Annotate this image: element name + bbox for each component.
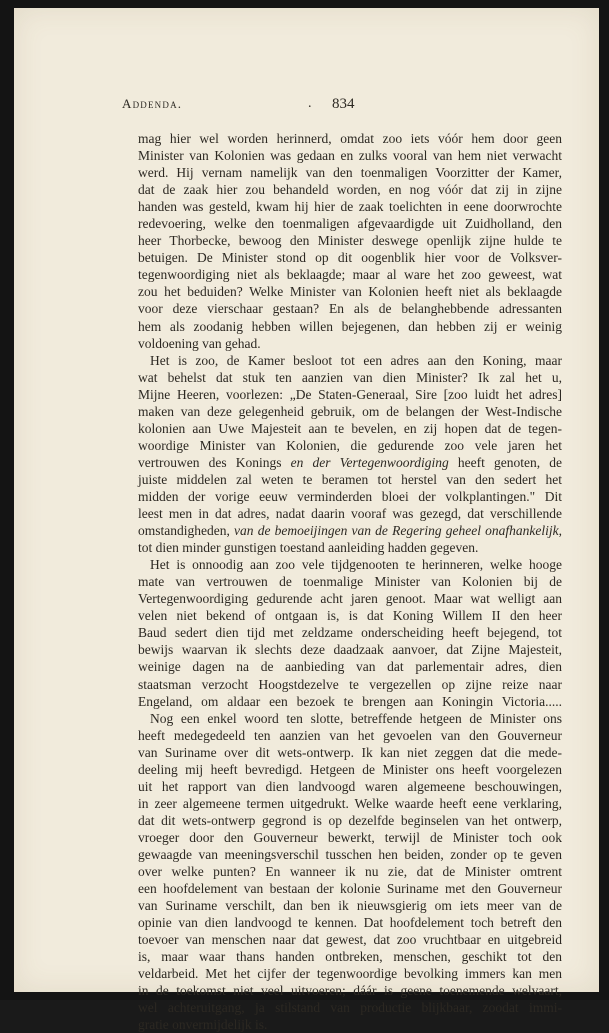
text-line: juiste middelen zal weten te beramen tot herstel van den sedert het — [138, 471, 562, 487]
text-line: Het is zoo, de Kamer besloot tot een adres aan den Koning, maar — [150, 352, 562, 368]
text-line: leest men in dat adres, nadat daarin vooraf was gezegd, dat verschillende — [138, 506, 562, 522]
header-separator: . — [308, 96, 312, 111]
page-header — [122, 96, 562, 114]
text-line: een hoofdelement van bestaan der kolonie Suriname met den Gouverneur — [138, 881, 562, 897]
text-line: Vertegenwoordiging gedurende acht jaren genoot. Maar wat welligt aan — [138, 591, 562, 607]
text-line: deeling mij heeft bevredigd. Hetgeen de Minister ons heeft voorgelezen — [138, 761, 562, 777]
text-line: Engeland, om aldaar een bezoek te brengen aan Koningin Victoria..... — [138, 693, 562, 709]
text-fragment: omstandigheden, — [138, 523, 235, 539]
text-line: dat dit wets-ontwerp gegrond is op dezelfde beginselen van het ontwerp, — [138, 812, 562, 828]
text-line: woordige Minister van Kolonien, die gedurende zoo vele jaren het — [138, 437, 562, 453]
text-line: Nog een enkel woord ten slotte, betreffende hetgeen de Minister ons — [150, 710, 562, 726]
text-fragment: , — [558, 523, 562, 539]
text-line: gratie onvermijdelijk is. — [138, 1017, 268, 1033]
text-line: bewijs waarvan ik slechts deze daadzaak aanvoer, dat Zijne Majesteit, — [138, 642, 562, 658]
text-line: in de toekomst niet veel uitvoeren; dáár is geene toenemende welvaart, — [138, 983, 562, 999]
text-line: kolonien aan Uwe Majesteit aan te bevelen, en zij hopen dat de tegen- — [138, 420, 562, 436]
text-line: Mijne Heeren, voorlezen: „De Staten-Generaal, Sire [zoo luidt het adres] — [138, 386, 562, 402]
text-line: vroeger door den Gouverneur bewerkt, terwijl de Minister toch ook — [138, 829, 562, 845]
text-line: zou het beduiden? Welke Minister van Kolonien heeft niet als beklaagde — [138, 284, 562, 300]
text-line: is, maar waar thans handen ontbreken, menschen, geschikt tot den — [138, 949, 562, 965]
text-line: voldoening van gehad. — [138, 335, 261, 351]
text-line: over welke punten? En wanneer ik nu zie, dat de Minister omtrent — [138, 864, 562, 880]
text-line: handen was gesteld, kwam hij hier de zaak toelichten in eene doorwrochte — [138, 199, 562, 215]
italic-fragment: van de bemoeijingen van de Regering geheel onafhankelijk — [234, 523, 559, 539]
text-line: hem als zoodanig hebben willen bejegenen, dan hebben zij er weinig — [138, 318, 562, 334]
text-line: mate van vertrouwen de toenmalige Minister van Kolonien bij de — [138, 574, 562, 590]
text-line: toevoer van menschen naar dat gewest, dat zoo vruchtbaar en uitgebreid — [138, 932, 562, 948]
text-line: gewaagde van meeningsverschil tusschen hen beiden, zonder op te geven — [138, 846, 562, 862]
italic-fragment: en der Vertegenwoordiging — [290, 454, 449, 470]
text-line: dat de zaak hier zou behandeld worden, en nog vóór dat zij in zijne — [138, 182, 562, 198]
running-head: Addenda. — [122, 96, 183, 111]
text-line: midden der vorige eeuw verminderden bloei der volkplantingen." Dit — [138, 488, 562, 504]
text-line-italic-mixed — [138, 454, 562, 471]
text-line: mag hier wel worden herinnerd, omdat zoo iets vóór hem door geen — [138, 131, 562, 146]
text-line: tot dien minder gunstigen toestand aanleiding hadden gegeven. — [138, 540, 479, 556]
text-line: staatsman verzocht Hoogstdezelve te vergezellen op zijne reize naar — [138, 676, 562, 692]
text-line: weinige dagen na de aanbieding van dat parlementair adres, dien — [138, 659, 562, 675]
text-line: betuigen. De Minister stond op dit oogenblik hier voor de Volksver- — [138, 250, 562, 266]
text-line: wat behelst dat stuk ten aanzien van dien Minister? Ik zal het u, — [138, 369, 562, 385]
text-line: heer Thorbecke, bewoog den Minister deswege openlijk zijne hulde te — [138, 233, 562, 249]
text-line: wel achteruitgang, ja stilstand van productie blijkbaar, zoodat immi- — [138, 1000, 562, 1016]
text-line: uit het rapport van dien landvoogd waren algemeene beschouwingen, — [138, 778, 562, 794]
text-line: voor deze vierschaar gestaan? En als de belanghebbende adressanten — [138, 301, 562, 317]
body-text — [138, 130, 562, 1033]
text-line-italic-mixed — [138, 522, 562, 539]
text-line: velen niet bekend of ontgaan is, is dat Koning Willem II den heer — [138, 608, 562, 624]
text-line: maken van deze gelegenheid gebruik, om de belangen der West-Indische — [138, 403, 562, 419]
text-line: Baud sedert dien tijd met zeldzame onderscheiding heeft bejegend, tot — [138, 625, 562, 641]
text-line: van Suriname over dit wets-ontwerp. Ik kan niet zeggen dat die mede- — [138, 744, 562, 760]
text-line: werd. Hij vernam namelijk van den toenmaligen Voorzitter der Kamer, — [138, 165, 562, 181]
text-line: tegenwoordiging niet als beklaagde; maar al ware het zoo geweest, wat — [138, 267, 562, 283]
text-fragment: heeft genoten, de — [448, 454, 562, 470]
text-line: in zeer algemeene termen uitgedrukt. Welke waarde heeft eene verklaring, — [138, 795, 562, 811]
text-line: Minister van Kolonien was gedaan en zulks vooral van hem niet verwacht — [138, 148, 562, 164]
text-line: Het is onnoodig aan zoo vele tijdgenooten te herinneren, welke hooge — [150, 557, 562, 573]
text-line: van Suriname verschilt, dan ben ik nieuwsgierig om iets meer van de — [138, 898, 562, 914]
text-fragment: vertrouwen des Konings — [138, 454, 291, 470]
text-line: opinie van dien landvoogd te kennen. Dat hoofdelement toch betreft den — [138, 915, 562, 931]
text-line: veldarbeid. Met het cijfer der tegenwoordige bevolking immers kan men — [138, 966, 562, 982]
text-line: redevoering, welke den toenmaligen afgevaardigde uit Zuidholland, den — [138, 216, 562, 232]
page-number: 834 — [332, 96, 355, 112]
text-line: heeft medegedeeld ten aanzien van het gevoelen van den Gouverneur — [138, 727, 562, 743]
